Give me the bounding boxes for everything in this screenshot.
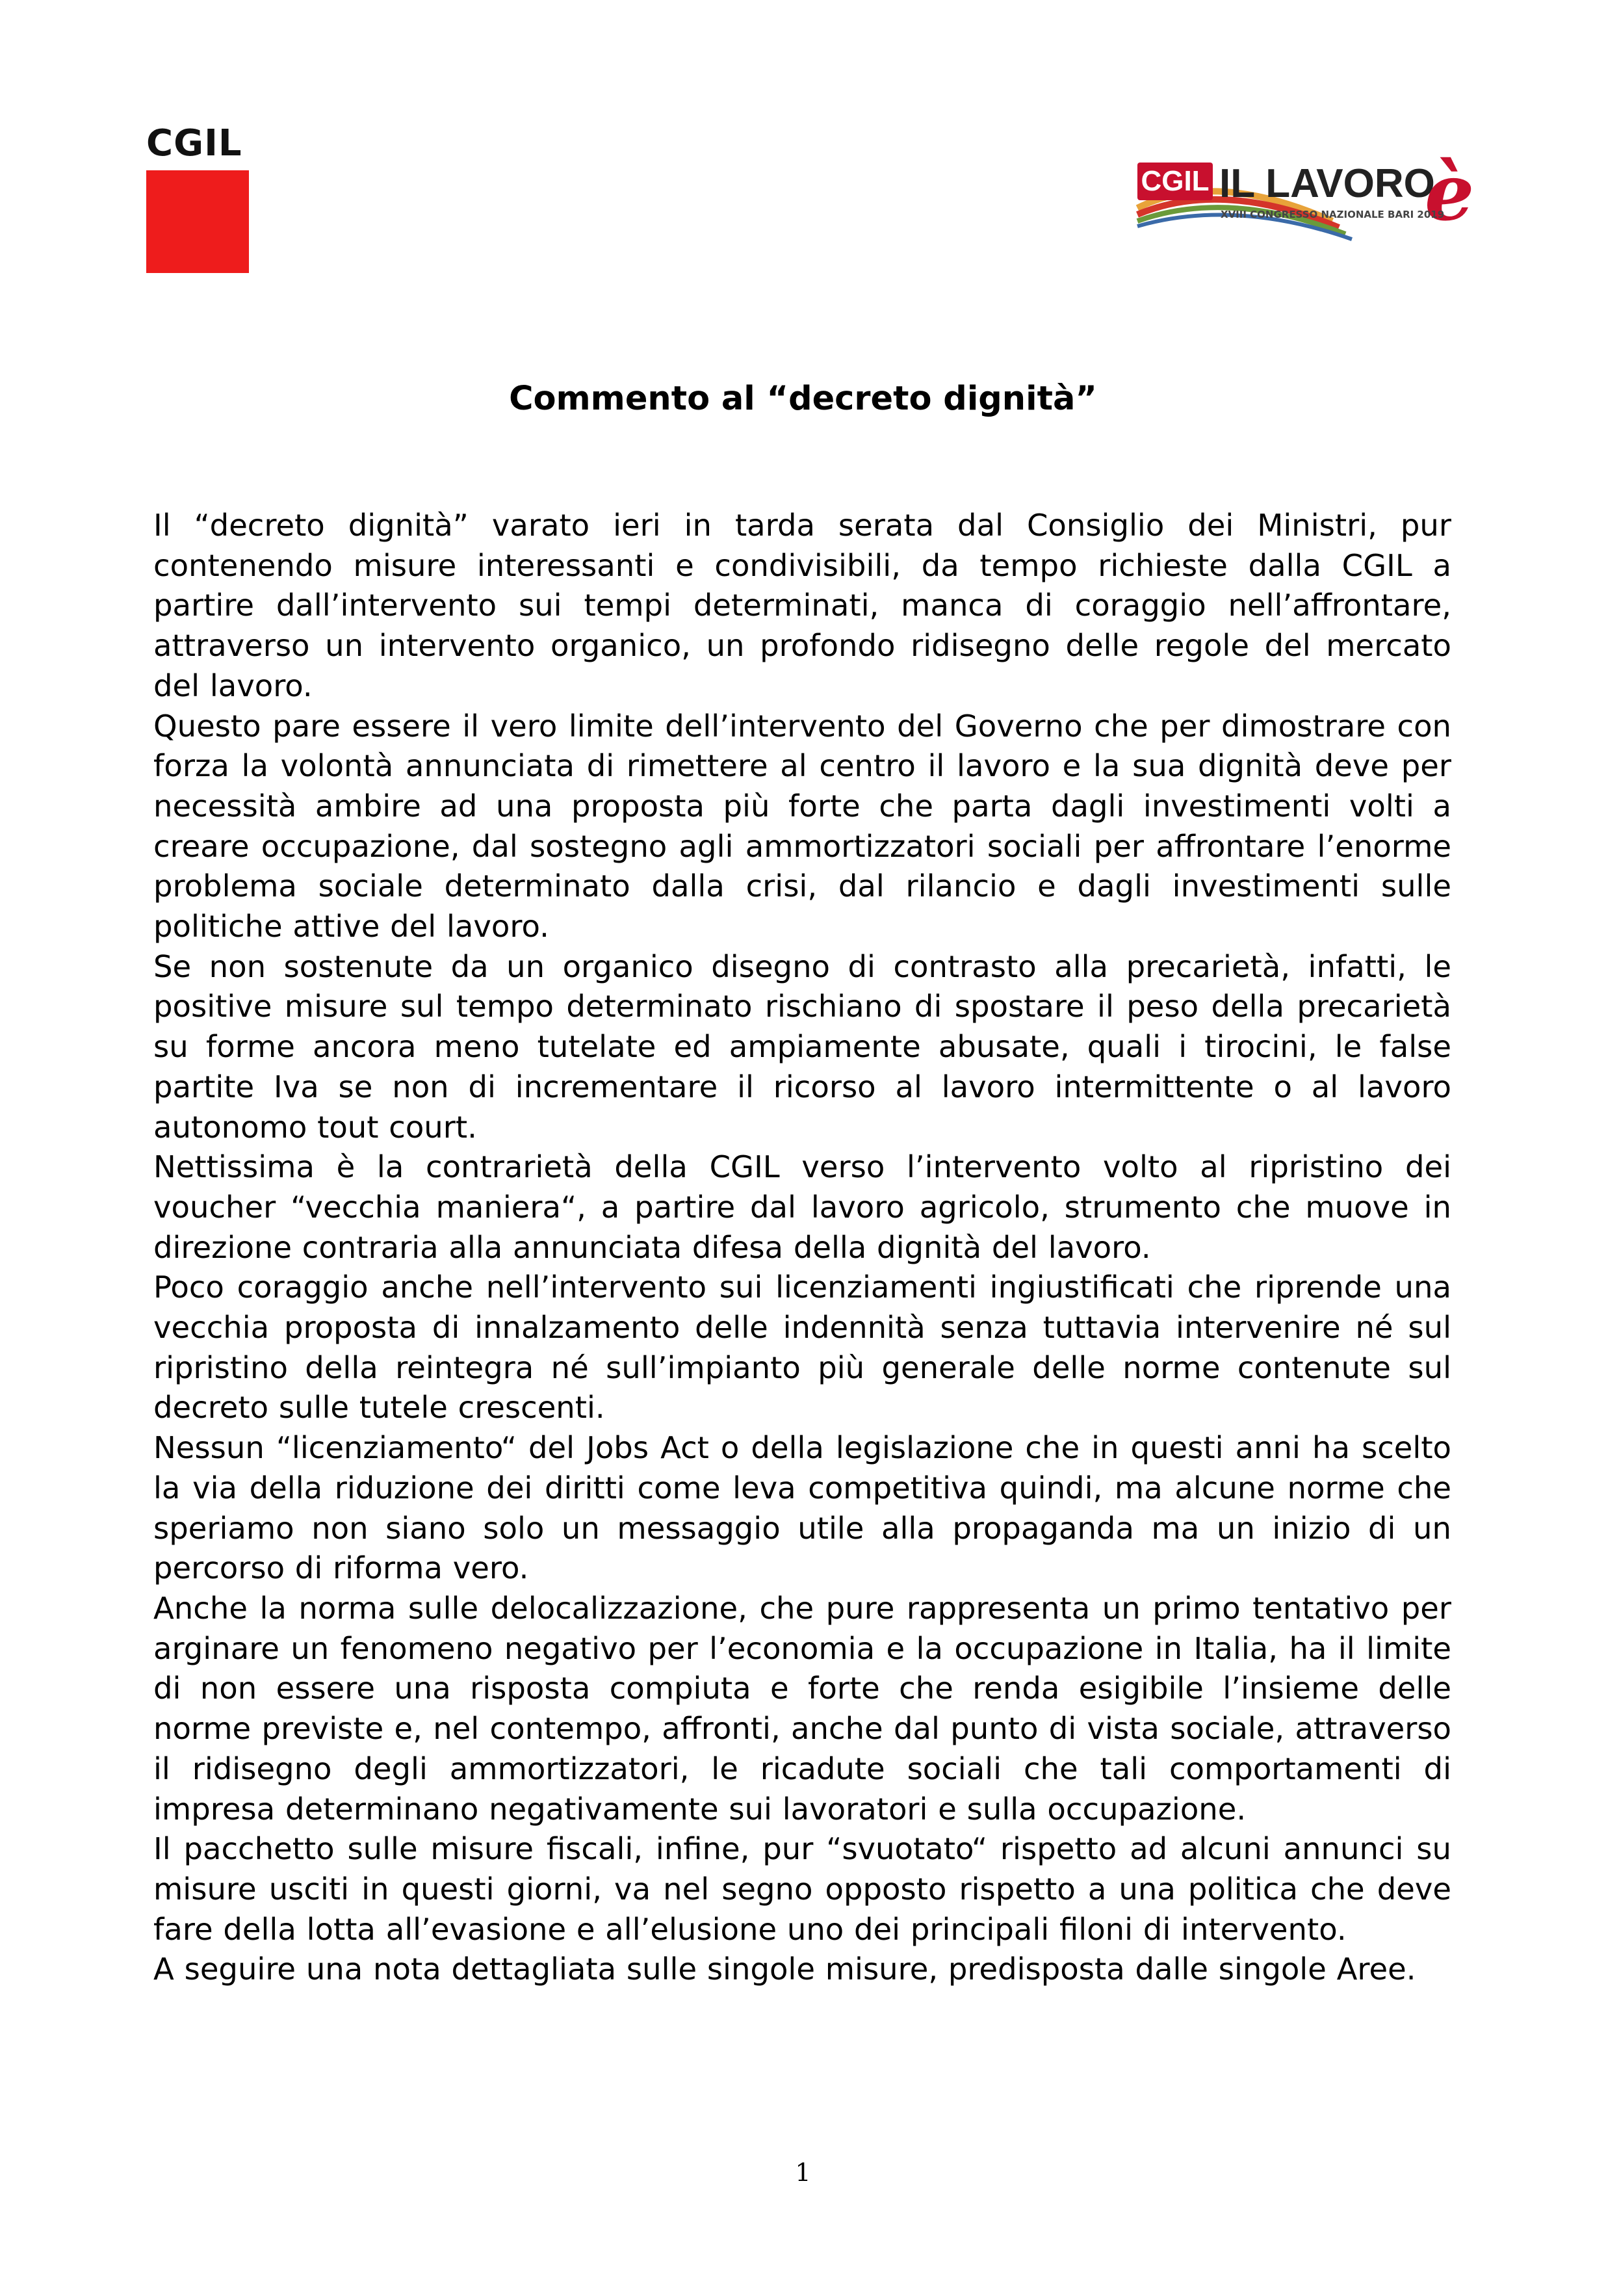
document-title: Commento al “decreto dignità” — [509, 380, 1097, 418]
paragraph-5: Poco coraggio anche nell’intervento sui licenziamenti ingiustificati che riprende una vecchia proposta di innalzamento delle indennità senza tuttavia intervenire né sul ripristino della reintegra né sull’impianto più generale delle norme contenute sul decreto sulle tutele crescenti. — [153, 1270, 1451, 1426]
paragraph-8: Il pacchetto sulle misure fiscali, infine, pur “svuotato“ rispetto ad alcuni annunci su misure usciti in questi giorni, va nel segno opposto rispetto a una politica che deve fare della lotta all’evasione e all’elusione uno dei principali filoni di intervento. — [153, 1831, 1451, 1947]
paragraph-2: Questo pare essere il vero limite dell’intervento del Governo che per dimostrare con forza la volontà annunciata di rimettere al centro il lavoro e la sua dignità deve per necessità ambire ad una proposta più forte che parta dagli investimenti volti a creare occupazione, dal sostegno agli ammortizzatori sociali per affrontare l’enorme problema sociale determinato dalla crisi, dal rilancio e dagli investimenti sulle politiche attive del lavoro. — [153, 708, 1451, 945]
paragraph-4: Nettissima è la contrarietà della CGIL verso l’intervento volto al ripristino dei voucher “vecchia maniera“, a partire dal lavoro agricolo, strumento che muove in direzione contraria alla annunciata difesa della dignità del lavoro. — [153, 1149, 1451, 1265]
cgil-red-square — [146, 170, 249, 273]
congress-logo-graphic — [1118, 124, 1488, 247]
paragraph-9: A seguire una nota dettagliata sulle singole misure, predisposta dalle singole Aree. — [153, 1951, 1416, 1987]
congress-title-accent: è — [1425, 147, 1475, 239]
congress-badge-text: CGIL — [1141, 165, 1210, 197]
cgil-logo-text: CGIL — [146, 122, 242, 164]
congress-title-text: IL LAVORO — [1219, 161, 1435, 206]
paragraph-7: Anche la norma sulle delocalizzazione, che pure rappresenta un primo tentativo per arginare un fenomeno negativo per l’economia e la occupazione in Italia, ha il limite di non essere una risposta compiuta e forte che renda esigibile l’insieme delle norme previste e, nel contempo, affronti, anche dal punto di vista sociale, attraverso il ridisegno degli ammortizzatori, le ricadute sociali che tali comportamenti di impresa determinano negativamente sui lavoratori e sulla occupazione. — [153, 1590, 1451, 1827]
document-body — [153, 506, 1451, 1990]
paragraph-1: Il “decreto dignità” varato ieri in tarda serata dal Consiglio dei Ministri, pur contenendo misure interessanti e condivisibili, da tempo richieste dalla CGIL a partire dall’intervento sui tempi determinati, manca di coraggio nell’affrontare, attraverso un intervento organico, un profondo ridisegno delle regole del mercato del lavoro. — [153, 508, 1451, 703]
congress-subtitle-text: XVIII CONGRESSO NAZIONALE BARI 2019 — [1221, 209, 1445, 220]
cgil-logo — [146, 124, 250, 273]
paragraph-6: Nessun “licenziamento“ del Jobs Act o della legislazione che in questi anni ha scelto la via della riduzione dei diritti come leva competitiva quindi, ma alcune norme che speriamo non siano solo un messaggio utile alla propaganda ma un inizio di un percorso di riforma vero. — [153, 1430, 1451, 1586]
paragraph-3: Se non sostenute da un organico disegno di contrasto alla precarietà, infatti, le positive misure sul tempo determinato rischiano di spostare il peso della precarietà su forme ancora meno tutelate ed ampiamente abusate, quali i tirocini, le false partite Iva se non di incrementare il ricorso al lavoro intermittente o al lavoro autonomo tout court. — [153, 948, 1451, 1145]
congress-logo — [1118, 124, 1488, 247]
page-number: 1 — [795, 2158, 811, 2187]
